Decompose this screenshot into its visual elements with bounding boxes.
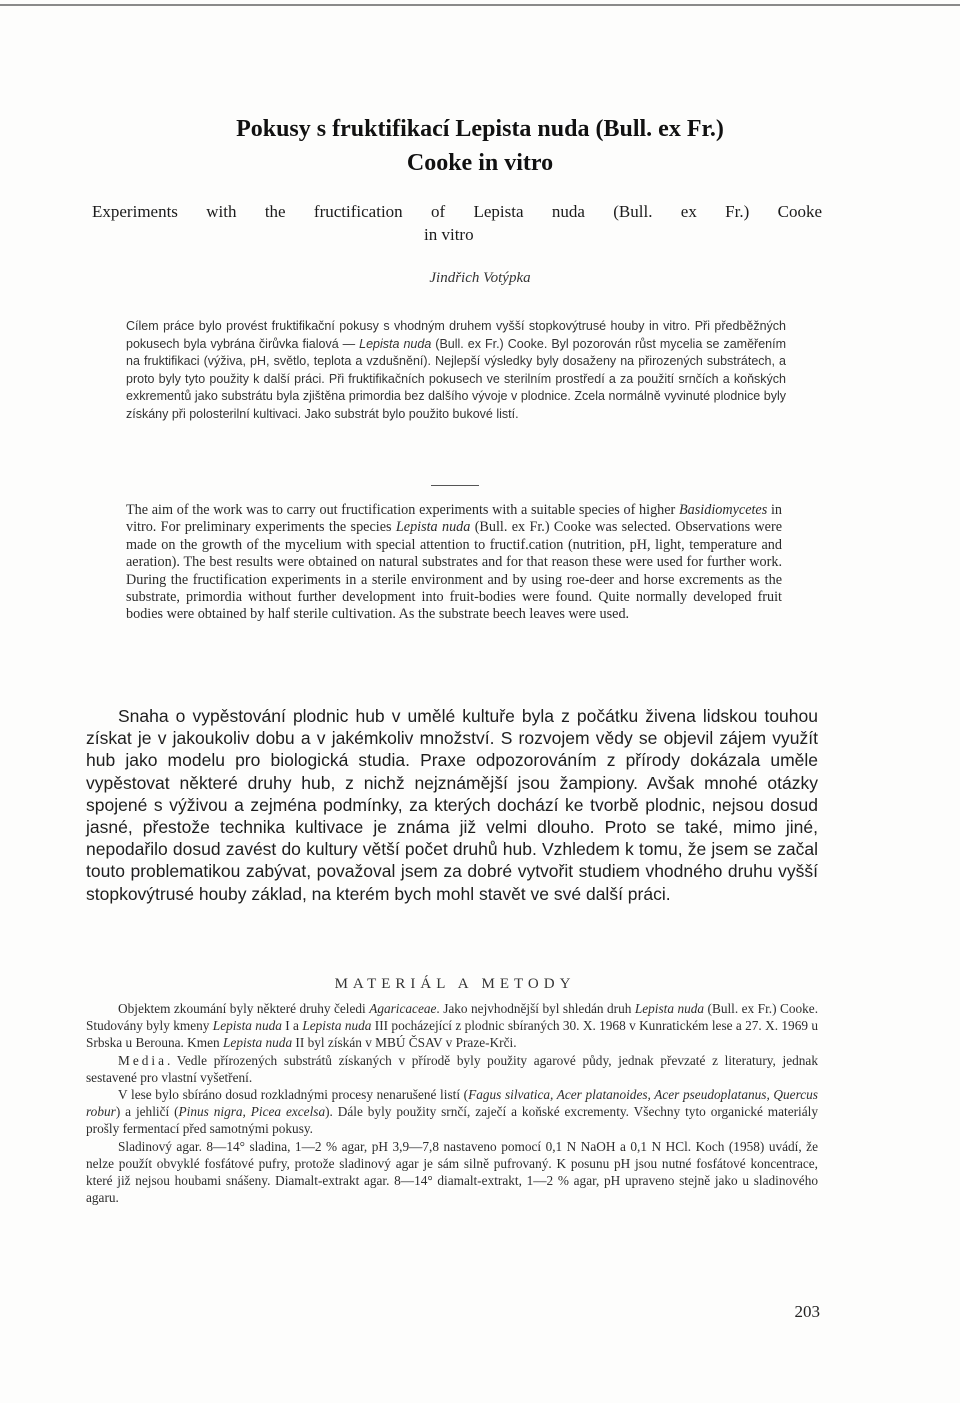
article-title: [0, 112, 960, 180]
family-name: Agaricaceae: [369, 1001, 437, 1016]
methods-text: Objektem zkoumání byly některé druhy čeledi: [118, 1001, 370, 1016]
methods-paragraph-4: Sladinový agar. 8—14° sladina, 1—2 % agar, pH 3,9—7,8 nastaveno pomocí 0,1 N NaOH a 0,1 N HCl. Koch (1958) uvádí, že nelze použít obvyklé fosfátové pufry, protože sladinový agar je sám silně pufrovaný. K posunu pH jsou nutné fosfátové koncentrace, které již nejsou houbami snášeny. Diamalt-extrakt agar. 8—14° diamalt-extrakt, 1—2 % agar, pH upraveno stejně jako u sladinového agaru.: [86, 1138, 818, 1206]
abstract-en-text-3: (Bull. ex Fr.) Cooke was selected. Observations were made on the growth of the mycelium with special attention to fructif.cation (nutrition, pH, light, temperature and aeration). The best results were obtained on natural substrates and for that reason these were used for further work. During the fructification experiments in a sterile environment and by using roe-deer and horse excrements as the substrate, primordia without further development into fruit-bodies were found. Quite normally developed fruit bodies were obtained by half sterile cultivation. As the substrate beech leaves were used.: [126, 519, 782, 623]
species-name: Lepista nuda: [212, 1018, 282, 1034]
abstract-english: [126, 502, 782, 624]
abstract-en-text-2: in vitro. For preliminary experiments the species: [126, 502, 782, 536]
abstract-en-taxon: Basidiomycetes: [679, 502, 768, 518]
introduction-paragraph: Snaha o vypěstování plodnic hub v umělé kultuře byla z počátku živena lidskou touhou získat je v jakoukoliv dobu a v jakémkoliv množství. S rozvojem vědy se objevil zájem využít hub jako modelu pro biologická studia. Praxe odpozorováním z přírody dokázala uměle vypěstovat některé druhy hub, z nichž nejznámější jsou žampiony. Avšak mnohé otázky spojené s výživou a zejména podmínky, za kterých dochází ke tvorbě plodnic, nejsou dosud jasné, přestože technika kultivace je známa již velmi dlouho. Proto se také, mimo jiné, nepodařilo dosud zavést do kultury větší počet druhů hub. Vzhledem k tomu, že jsem se začal touto problematikou zabývat, považoval jsem za dobré vytvořit studiem vhodného druhu vyšší stopkovýtrusé houby základ, na kterém bych mohl stavět ve své další práci.: [86, 706, 818, 904]
methods-text: III pocházející z plodnic sbíraných 30. X. 1968 v Kunratickém lese a 27. X. 1969 u Srbska u Berouna. Kmen: [86, 1018, 818, 1051]
title-line-2: Cooke in vitro: [406, 150, 554, 176]
english-title-line-2: in vitro: [424, 225, 474, 244]
methods-paragraph-1: [86, 1000, 818, 1052]
title-line-1: Pokusy s fruktifikací Lepista nuda (Bull. ex Fr.): [236, 116, 724, 142]
methods-paragraph-3: [86, 1086, 818, 1138]
abstract-cz-text-1: Cílem práce bylo provést fruktifikační pokusy s vhodným druhem vyšší stopkovýtrusé houby in vitro. Při předběžných pokusech byla vybrána čirůvka fialová —: [126, 319, 786, 351]
methods-text: (Bull. ex Fr.) Cooke. Studovány byly kmeny: [86, 1001, 819, 1034]
species-name: Lepista nuda: [223, 1035, 293, 1051]
section-separator: [431, 485, 479, 486]
methods-text: I a: [281, 1018, 303, 1034]
methods-text: V lese bylo sbíráno dosud rozkladnými procesy nenarušené listí (: [118, 1087, 469, 1103]
abstract-cz-species: Lepista nuda: [359, 336, 432, 351]
media-label: Media: [118, 1052, 167, 1068]
abstract-en-species: Lepista nuda: [395, 519, 471, 536]
methods-text: ) a jehličí (: [115, 1104, 179, 1120]
latin-species-list: Fagus silvatica, Acer platanoides, Acer pseudoplatanus, Quercus robur: [86, 1087, 818, 1120]
english-title-line-1: Experiments with the fructification of Lepista nuda (Bull. ex Fr.) Cooke: [92, 202, 822, 221]
methods-text: II byl získán v MBÚ ČSAV v Praze-Krči.: [292, 1035, 517, 1051]
methods-section: [86, 1000, 818, 1206]
abstract-en-text-1: The aim of the work was to carry out fructification experiments with a suitable species of higher: [126, 502, 679, 518]
author-name: Jindřich Votýpka: [429, 270, 531, 286]
abstract-cz-text-2: (Bull. ex Fr.) Cooke. Byl pozorován růst mycelia se zaměřením na fruktifikaci (výživa, pH, světlo, teplota a vzdušnění). Nejlepší výsledky byly dosaženy na přirozených substrátech, a proto byly tyto použity k další práci. Při fruktifikačních pokusech ve sterilním prostředí a za použití srnčích a koňských exkrementů jako substrátu byla zjištěna primordia bez dalšího vývoje v plodnice. Zcela normálně vyvinuté plodnice byly získány při polosterilní kultivaci. Jako substrát bylo použito bukové listí.: [126, 336, 786, 421]
section-heading-methods: MATERIÁL A METODY: [334, 976, 576, 992]
species-name: Lepista nuda: [302, 1018, 372, 1034]
methods-text: . Vedle přírozených substrátů získaných v přírodě byly použity agarové půdy, jednak převzaté z literatury, jednak sestavené pro vlastní vyšetření.: [86, 1052, 818, 1085]
abstract-czech: [126, 318, 786, 424]
methods-paragraph-2: [86, 1052, 818, 1086]
latin-species-list: Pinus nigra, Picea excelsa: [178, 1104, 326, 1120]
english-title: [92, 200, 822, 246]
methods-text: ). Dále byly použity srnčí, zaječí a koňské excrementy. Všechny tyto organické materiály prošly fermentací před samotnými pokusy.: [86, 1104, 818, 1137]
methods-text: . Jako nejvhodnější byl shledán druh: [436, 1001, 635, 1016]
species-name: Lepista nuda: [634, 1001, 705, 1016]
top-border-line: [0, 4, 960, 6]
page-number: 203: [794, 1302, 820, 1321]
